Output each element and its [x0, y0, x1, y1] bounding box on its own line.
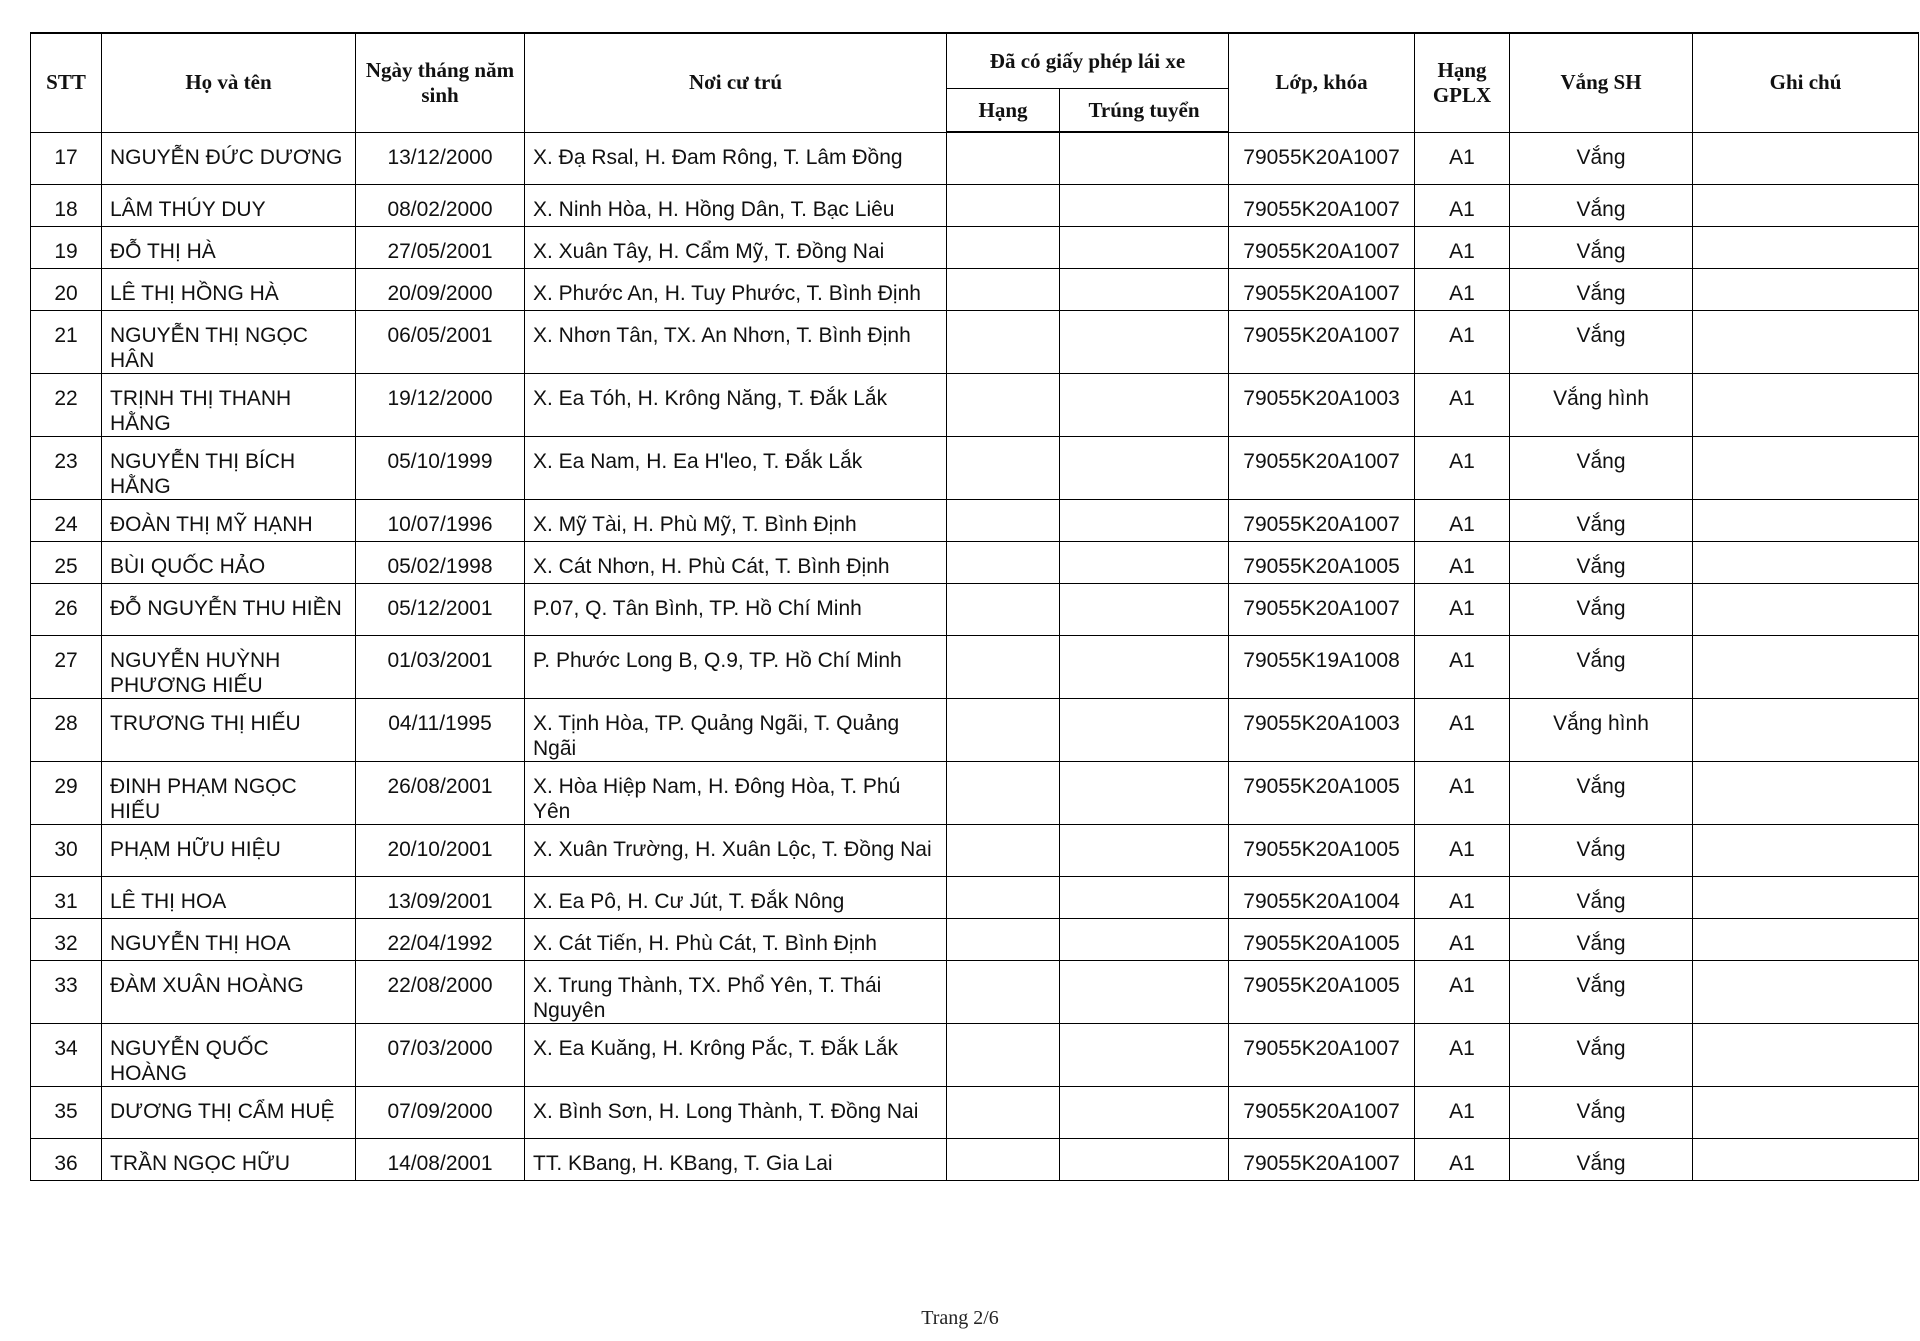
row-address: X. Mỹ Tài, H. Phù Mỹ, T. Bình Định: [525, 499, 947, 541]
row-stt: 21: [31, 310, 102, 373]
row-note: [1693, 635, 1919, 698]
row-address: X. Nhơn Tân, TX. An Nhơn, T. Bình Định: [525, 310, 947, 373]
row-note: [1693, 373, 1919, 436]
row-stt: 23: [31, 436, 102, 499]
row-dob: 20/09/2000: [356, 268, 525, 310]
row-license-rank: [947, 132, 1060, 184]
row-name: LÊ THỊ HOA: [102, 876, 356, 918]
row-stt: 34: [31, 1023, 102, 1086]
table-row: [31, 761, 1919, 824]
row-gplx-rank: A1: [1415, 698, 1510, 761]
table-row: [31, 268, 1919, 310]
header-class: Lớp, khóa: [1229, 33, 1415, 132]
row-absent: Vắng: [1510, 499, 1693, 541]
row-name: ĐOÀN THỊ MỸ HẠNH: [102, 499, 356, 541]
row-stt: 18: [31, 184, 102, 226]
row-license-pass: [1060, 310, 1229, 373]
row-gplx-rank: A1: [1415, 1086, 1510, 1138]
row-class: 79055K20A1003: [1229, 373, 1415, 436]
row-dob: 06/05/2001: [356, 310, 525, 373]
header-name: Họ và tên: [102, 33, 356, 132]
row-license-pass: [1060, 436, 1229, 499]
row-name: NGUYỄN QUỐC HOÀNG: [102, 1023, 356, 1086]
row-license-pass: [1060, 1023, 1229, 1086]
row-license-pass: [1060, 226, 1229, 268]
row-class: 79055K20A1007: [1229, 1023, 1415, 1086]
row-stt: 20: [31, 268, 102, 310]
row-name: DƯƠNG THỊ CẨM HUỆ: [102, 1086, 356, 1138]
row-absent: Vắng: [1510, 226, 1693, 268]
row-dob: 19/12/2000: [356, 373, 525, 436]
table-row: [31, 541, 1919, 583]
student-absence-table: [30, 32, 1919, 1181]
row-name: BÙI QUỐC HẢO: [102, 541, 356, 583]
row-gplx-rank: A1: [1415, 132, 1510, 184]
table-row: [31, 1086, 1919, 1138]
row-license-rank: [947, 1023, 1060, 1086]
row-gplx-rank: A1: [1415, 268, 1510, 310]
page-number: Trang 2/6: [921, 1307, 999, 1329]
row-absent: Vắng hình: [1510, 698, 1693, 761]
row-address: X. Xuân Tây, H. Cẩm Mỹ, T. Đồng Nai: [525, 226, 947, 268]
row-dob: 05/02/1998: [356, 541, 525, 583]
row-name: LÊ THỊ HỒNG HÀ: [102, 268, 356, 310]
row-stt: 28: [31, 698, 102, 761]
row-class: 79055K20A1007: [1229, 132, 1415, 184]
row-address: X. Đạ Rsal, H. Đam Rông, T. Lâm Đồng: [525, 132, 947, 184]
row-dob: 20/10/2001: [356, 824, 525, 876]
row-absent: Vắng: [1510, 268, 1693, 310]
row-gplx-rank: A1: [1415, 226, 1510, 268]
row-address: X. Phước An, H. Tuy Phước, T. Bình Định: [525, 268, 947, 310]
row-absent: Vắng: [1510, 918, 1693, 960]
table-row: [31, 184, 1919, 226]
row-note: [1693, 132, 1919, 184]
row-name: NGUYỄN THỊ NGỌC HÂN: [102, 310, 356, 373]
row-gplx-rank: A1: [1415, 436, 1510, 499]
row-absent: Vắng: [1510, 132, 1693, 184]
row-stt: 35: [31, 1086, 102, 1138]
header-license-rank: Hạng: [947, 89, 1060, 133]
row-dob: 01/03/2001: [356, 635, 525, 698]
row-absent: Vắng: [1510, 761, 1693, 824]
row-license-rank: [947, 698, 1060, 761]
row-absent: Vắng: [1510, 436, 1693, 499]
row-absent: Vắng: [1510, 1086, 1693, 1138]
row-license-rank: [947, 373, 1060, 436]
row-class: 79055K20A1004: [1229, 876, 1415, 918]
row-gplx-rank: A1: [1415, 876, 1510, 918]
row-dob: 26/08/2001: [356, 761, 525, 824]
row-absent: Vắng: [1510, 824, 1693, 876]
row-dob: 22/08/2000: [356, 960, 525, 1023]
row-stt: 33: [31, 960, 102, 1023]
row-address: P.07, Q. Tân Bình, TP. Hồ Chí Minh: [525, 583, 947, 635]
row-address: X. Ea Kuăng, H. Krông Pắc, T. Đắk Lắk: [525, 1023, 947, 1086]
row-dob: 04/11/1995: [356, 698, 525, 761]
row-license-pass: [1060, 1138, 1229, 1180]
row-note: [1693, 541, 1919, 583]
row-gplx-rank: A1: [1415, 824, 1510, 876]
row-address: X. Ea Nam, H. Ea H'leo, T. Đắk Lắk: [525, 436, 947, 499]
row-dob: 13/09/2001: [356, 876, 525, 918]
header-license-pass: Trúng tuyển: [1060, 89, 1229, 133]
row-license-rank: [947, 541, 1060, 583]
header-gplx-rank: Hạng GPLX: [1415, 33, 1510, 132]
row-class: 79055K20A1007: [1229, 436, 1415, 499]
row-address: X. Cát Tiến, H. Phù Cát, T. Bình Định: [525, 918, 947, 960]
row-class: 79055K20A1005: [1229, 761, 1415, 824]
row-address: P. Phước Long B, Q.9, TP. Hồ Chí Minh: [525, 635, 947, 698]
row-class: 79055K20A1007: [1229, 310, 1415, 373]
row-gplx-rank: A1: [1415, 761, 1510, 824]
table-row: [31, 698, 1919, 761]
row-stt: 22: [31, 373, 102, 436]
row-license-pass: [1060, 373, 1229, 436]
row-stt: 25: [31, 541, 102, 583]
table-row: [31, 635, 1919, 698]
table-row: [31, 918, 1919, 960]
row-note: [1693, 876, 1919, 918]
row-class: 79055K20A1007: [1229, 268, 1415, 310]
row-note: [1693, 268, 1919, 310]
row-address: X. Tịnh Hòa, TP. Quảng Ngãi, T. Quảng Ngãi: [525, 698, 947, 761]
row-license-rank: [947, 1086, 1060, 1138]
row-class: 79055K20A1005: [1229, 824, 1415, 876]
row-note: [1693, 1086, 1919, 1138]
row-class: 79055K20A1007: [1229, 583, 1415, 635]
row-stt: 32: [31, 918, 102, 960]
row-address: X. Cát Nhơn, H. Phù Cát, T. Bình Định: [525, 541, 947, 583]
table-row: [31, 132, 1919, 184]
table-row: [31, 499, 1919, 541]
row-note: [1693, 824, 1919, 876]
row-gplx-rank: A1: [1415, 1023, 1510, 1086]
row-note: [1693, 184, 1919, 226]
row-license-pass: [1060, 583, 1229, 635]
row-gplx-rank: A1: [1415, 583, 1510, 635]
row-absent: Vắng: [1510, 1138, 1693, 1180]
row-dob: 07/09/2000: [356, 1086, 525, 1138]
row-note: [1693, 698, 1919, 761]
row-license-rank: [947, 1138, 1060, 1180]
row-name: TRỊNH THỊ THANH HẰNG: [102, 373, 356, 436]
table-row: [31, 876, 1919, 918]
header-stt: STT: [31, 33, 102, 132]
row-license-pass: [1060, 876, 1229, 918]
row-note: [1693, 310, 1919, 373]
row-stt: 30: [31, 824, 102, 876]
table-row: [31, 436, 1919, 499]
row-license-rank: [947, 635, 1060, 698]
row-note: [1693, 226, 1919, 268]
row-dob: 05/12/2001: [356, 583, 525, 635]
row-name: TRẦN NGỌC HỮU: [102, 1138, 356, 1180]
row-dob: 05/10/1999: [356, 436, 525, 499]
row-gplx-rank: A1: [1415, 1138, 1510, 1180]
row-license-pass: [1060, 960, 1229, 1023]
table-body: [31, 132, 1919, 1180]
row-class: 79055K20A1005: [1229, 541, 1415, 583]
row-license-rank: [947, 761, 1060, 824]
row-class: 79055K20A1007: [1229, 1138, 1415, 1180]
row-absent: Vắng: [1510, 1023, 1693, 1086]
row-absent: Vắng: [1510, 583, 1693, 635]
row-license-pass: [1060, 1086, 1229, 1138]
header-absent: Vắng SH: [1510, 33, 1693, 132]
row-stt: 24: [31, 499, 102, 541]
row-absent: Vắng: [1510, 184, 1693, 226]
row-license-rank: [947, 876, 1060, 918]
row-absent: Vắng: [1510, 310, 1693, 373]
row-dob: 10/07/1996: [356, 499, 525, 541]
row-name: ĐỖ THỊ HÀ: [102, 226, 356, 268]
table-row: [31, 1138, 1919, 1180]
row-license-rank: [947, 918, 1060, 960]
table-row: [31, 960, 1919, 1023]
row-gplx-rank: A1: [1415, 960, 1510, 1023]
row-gplx-rank: A1: [1415, 373, 1510, 436]
row-absent: Vắng: [1510, 635, 1693, 698]
row-class: 79055K20A1007: [1229, 499, 1415, 541]
row-name: ĐINH PHẠM NGỌC HIẾU: [102, 761, 356, 824]
row-license-rank: [947, 436, 1060, 499]
row-dob: 14/08/2001: [356, 1138, 525, 1180]
row-name: NGUYỄN HUỲNH PHƯƠNG HIẾU: [102, 635, 356, 698]
row-stt: 27: [31, 635, 102, 698]
table-row: [31, 226, 1919, 268]
row-gplx-rank: A1: [1415, 541, 1510, 583]
table-row: [31, 373, 1919, 436]
row-absent: Vắng: [1510, 541, 1693, 583]
row-class: 79055K20A1007: [1229, 226, 1415, 268]
row-note: [1693, 583, 1919, 635]
row-license-rank: [947, 226, 1060, 268]
row-class: 79055K20A1005: [1229, 960, 1415, 1023]
row-license-pass: [1060, 824, 1229, 876]
row-license-pass: [1060, 268, 1229, 310]
row-stt: 29: [31, 761, 102, 824]
row-name: TRƯƠNG THỊ HIẾU: [102, 698, 356, 761]
row-license-pass: [1060, 918, 1229, 960]
row-name: NGUYỄN THỊ HOA: [102, 918, 356, 960]
row-name: NGUYỄN THỊ BÍCH HẰNG: [102, 436, 356, 499]
row-license-pass: [1060, 635, 1229, 698]
row-license-rank: [947, 583, 1060, 635]
row-license-pass: [1060, 132, 1229, 184]
row-note: [1693, 499, 1919, 541]
row-license-rank: [947, 310, 1060, 373]
row-license-pass: [1060, 184, 1229, 226]
table-header: [31, 33, 1919, 132]
row-address: X. Xuân Trường, H. Xuân Lộc, T. Đồng Nai: [525, 824, 947, 876]
row-absent: Vắng: [1510, 960, 1693, 1023]
row-class: 79055K20A1003: [1229, 698, 1415, 761]
row-address: X. Ninh Hòa, H. Hồng Dân, T. Bạc Liêu: [525, 184, 947, 226]
table-row: [31, 310, 1919, 373]
row-class: 79055K20A1005: [1229, 918, 1415, 960]
table-row: [31, 583, 1919, 635]
row-dob: 27/05/2001: [356, 226, 525, 268]
row-dob: 07/03/2000: [356, 1023, 525, 1086]
row-gplx-rank: A1: [1415, 184, 1510, 226]
header-note: Ghi chú: [1693, 33, 1919, 132]
row-address: X. Ea Pô, H. Cư Jút, T. Đắk Nông: [525, 876, 947, 918]
row-license-pass: [1060, 698, 1229, 761]
row-note: [1693, 918, 1919, 960]
header-dob: Ngày tháng năm sinh: [356, 33, 525, 132]
header-address: Nơi cư trú: [525, 33, 947, 132]
row-absent: Vắng hình: [1510, 373, 1693, 436]
row-name: PHẠM HỮU HIỆU: [102, 824, 356, 876]
row-stt: 36: [31, 1138, 102, 1180]
row-name: ĐỖ NGUYỄN THU HIỀN: [102, 583, 356, 635]
row-license-rank: [947, 960, 1060, 1023]
row-license-rank: [947, 268, 1060, 310]
row-class: 79055K19A1008: [1229, 635, 1415, 698]
row-dob: 08/02/2000: [356, 184, 525, 226]
header-license-group: Đã có giấy phép lái xe: [947, 33, 1229, 89]
row-license-pass: [1060, 761, 1229, 824]
row-absent: Vắng: [1510, 876, 1693, 918]
row-gplx-rank: A1: [1415, 310, 1510, 373]
row-dob: 22/04/1992: [356, 918, 525, 960]
row-address: X. Hòa Hiệp Nam, H. Đông Hòa, T. Phú Yên: [525, 761, 947, 824]
row-note: [1693, 960, 1919, 1023]
row-license-rank: [947, 824, 1060, 876]
row-gplx-rank: A1: [1415, 499, 1510, 541]
row-license-rank: [947, 184, 1060, 226]
row-note: [1693, 1023, 1919, 1086]
row-name: NGUYỄN ĐỨC DƯƠNG: [102, 132, 356, 184]
row-stt: 17: [31, 132, 102, 184]
row-license-pass: [1060, 499, 1229, 541]
row-address: X. Trung Thành, TX. Phổ Yên, T. Thái Nguyên: [525, 960, 947, 1023]
row-note: [1693, 1138, 1919, 1180]
row-address: X. Bình Sơn, H. Long Thành, T. Đồng Nai: [525, 1086, 947, 1138]
row-class: 79055K20A1007: [1229, 1086, 1415, 1138]
row-stt: 26: [31, 583, 102, 635]
row-note: [1693, 436, 1919, 499]
row-license-rank: [947, 499, 1060, 541]
row-license-pass: [1060, 541, 1229, 583]
row-name: LÂM THÚY DUY: [102, 184, 356, 226]
row-class: 79055K20A1007: [1229, 184, 1415, 226]
table-row: [31, 1023, 1919, 1086]
row-stt: 31: [31, 876, 102, 918]
row-note: [1693, 761, 1919, 824]
row-dob: 13/12/2000: [356, 132, 525, 184]
row-gplx-rank: A1: [1415, 635, 1510, 698]
row-stt: 19: [31, 226, 102, 268]
row-address: X. Ea Tóh, H. Krông Năng, T. Đắk Lắk: [525, 373, 947, 436]
table-row: [31, 824, 1919, 876]
row-address: TT. KBang, H. KBang, T. Gia Lai: [525, 1138, 947, 1180]
row-gplx-rank: A1: [1415, 918, 1510, 960]
row-name: ĐÀM XUÂN HOÀNG: [102, 960, 356, 1023]
